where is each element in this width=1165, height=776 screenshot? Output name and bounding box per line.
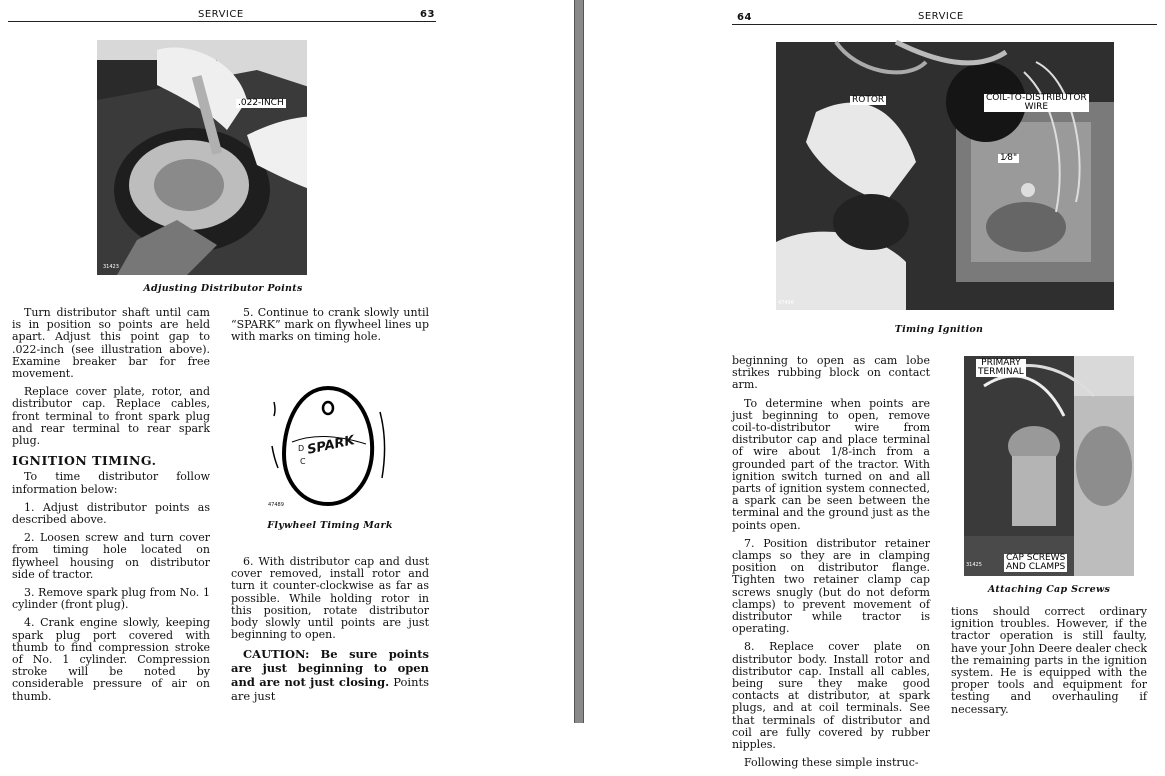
figure-code: 31423 [103, 264, 119, 270]
caution-paragraph [231, 647, 429, 703]
text-column-2 [231, 307, 429, 350]
step-item: 5. Continue to crank slowly until “SPARK” mark on flywheel lines up with marks on timing hole. [231, 306, 429, 344]
text-column-2 [951, 606, 1147, 722]
figure-code: 31425 [966, 562, 982, 568]
paragraph: Replace cover plate, rotor, and distributor cap. Replace cables, front terminal to front spark plug and rear terminal to rear spark plug. [12, 385, 210, 448]
step-item: 3. Remove spark plug from No. 1 cylinder (front plug). [12, 586, 210, 612]
primary-terminal-line1: PRIMARY [981, 358, 1021, 368]
mark-letter-c: C [300, 457, 306, 466]
step-item: 8. Replace cover plate on distributor body. Install rotor and distributor cap. Install all cables, being sure they make good contacts at distributor, at spark plugs, and at coil terminals. See that terminals of distributor and coil are fully covered by rubber nipples. [732, 640, 930, 752]
gap-label: 1⁄8" [1000, 153, 1018, 163]
section-heading: IGNITION TIMING. [12, 453, 157, 469]
figure-caption: Attaching Cap Screws [987, 584, 1111, 595]
paragraph: To time distributor follow information below: [12, 470, 210, 496]
caution-tail: Points are just [231, 675, 430, 704]
cap-screws-line2: AND CLAMPS [1006, 562, 1066, 572]
figure-caption: Timing Ignition [894, 324, 984, 335]
flywheel-timing-figure [262, 382, 396, 512]
figure-caption: Flywheel Timing Mark [267, 520, 393, 531]
header-rule [732, 24, 1157, 25]
caution-text: Be sure points are just beginning to open and are not just closing. [231, 647, 429, 690]
timing-ignition-photo [776, 42, 1114, 310]
spark-mark-text: SPARK [305, 433, 356, 458]
step-item: 6. With distributor cap and dust cover removed, install rotor and turn it counter-clockwise as far as possible. While holding rotor in this position, rotate distributor body slowly until points are just beginning to open. [231, 555, 429, 642]
header-rule [8, 21, 436, 22]
mark-letter-d: D [298, 444, 305, 453]
step-item: 1. Adjust distributor points as described above. [12, 500, 210, 527]
paragraph: Following these simple instruc- [744, 756, 919, 770]
gap-label: .022-INCH [238, 98, 284, 108]
step-item: 2. Loosen screw and turn cover from timing hole located on flywheel housing on distributor side of tractor. [12, 531, 210, 581]
paragraph: To determine when points are just beginning to open, remove coil-to-distributor wire from distributor cap and place terminal of wire about 1/8-inch from a grounded part of the tractor. With ignition switch turned on and all parts of ignition system connected, a spark can be seen between the terminal and the ground just as the points open. [732, 396, 930, 532]
text-column-1 [732, 355, 930, 776]
page-header-title: SERVICE [198, 9, 244, 20]
left-page [0, 0, 574, 723]
step-item: 4. Crank engine slowly, keeping spark plug port covered with thumb to find compression stroke of No. 1 cylinder. Compression stroke will be noted by considerable pressure of air on thumb. [12, 616, 210, 703]
page-gutter [574, 0, 584, 723]
page-header-title: SERVICE [918, 11, 964, 22]
coil-wire-label-line1: COIL-TO-DISTRIBUTOR [986, 93, 1087, 103]
caution-label: CAUTION: [243, 647, 310, 662]
cap-screws-photo [964, 356, 1134, 576]
text-column-1 [12, 307, 210, 709]
distributor-points-photo [97, 40, 349, 275]
paragraph: beginning to open as cam lobe strikes rubbing block on contact arm. [732, 354, 930, 392]
paragraph: Turn distributor shaft until cam is in position so points are held apart. Adjust this point gap to .022-inch (see illustration above). Examine breaker bar for free movement. [12, 306, 210, 381]
primary-terminal-label [976, 359, 1026, 377]
figure-code: 47496 [778, 300, 794, 306]
coil-wire-label [984, 94, 1089, 112]
page-number: 63 [420, 9, 435, 20]
right-page [584, 0, 1165, 770]
cap-screws-label [1004, 554, 1067, 572]
text-column-2-lower [231, 556, 429, 709]
rotor-label: ROTOR [852, 95, 885, 105]
cap-screws-line1: CAP SCREWS [1006, 553, 1066, 563]
page-number: 64 [737, 12, 752, 23]
coil-wire-label-line2: WIRE [1024, 102, 1049, 112]
figure-code: 47489 [268, 502, 284, 508]
primary-terminal-line2: TERMINAL [978, 367, 1024, 377]
step-item: 7. Position distributor retainer clamps so they are in clamping position on distributor flange. Tighten two retainer clamp cap screws snugly (but do not deform clamps) to prevent movement of distributor while tractor is operating. [732, 536, 930, 636]
paragraph: tions should correct ordinary ignition troubles. However, if the tractor operation is still faulty, have your John Deere dealer check the remaining parts in the ignition system. He is equipped with the proper tools and equipment for testing and overhauling if necessary. [951, 605, 1147, 716]
figure-caption: Adjusting Distributor Points [143, 283, 303, 294]
